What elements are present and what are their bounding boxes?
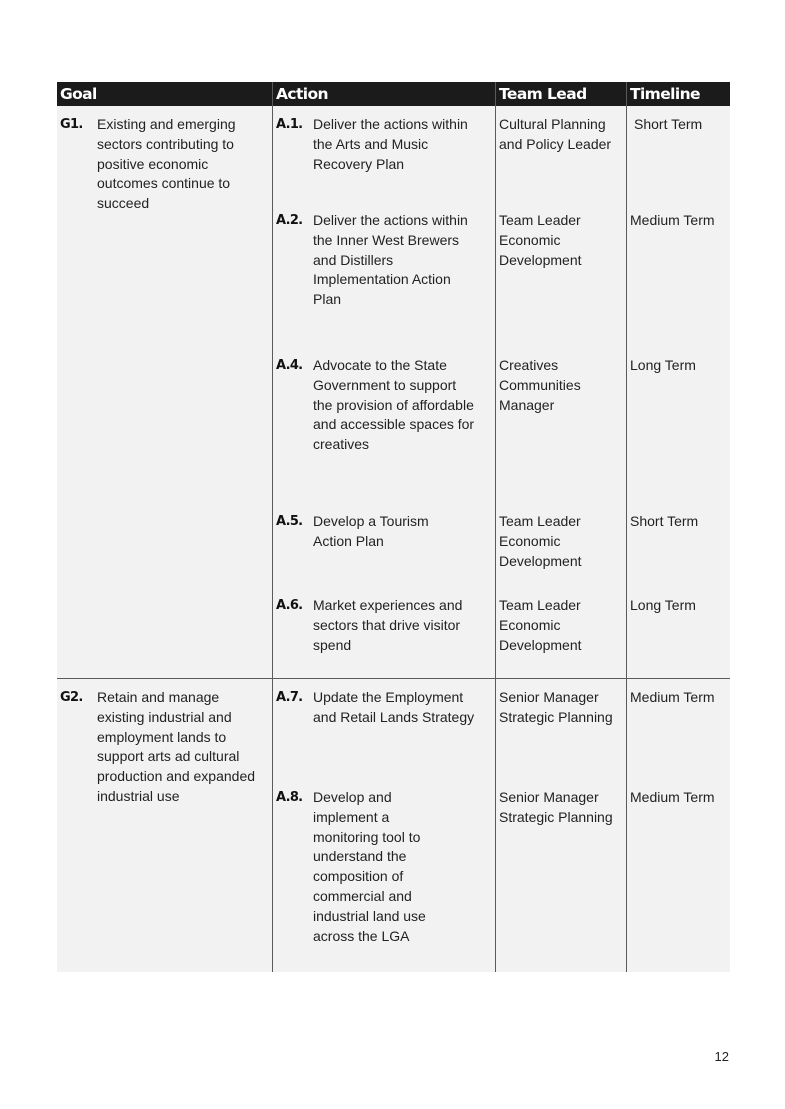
team-lead: Senior Manager Strategic Planning (499, 689, 613, 725)
action-text: Deliver the actions within the Arts and Music Recovery Plan (313, 116, 468, 172)
goal-id: G1. (60, 117, 83, 132)
action-id: A.2. (276, 213, 303, 228)
action-text: Deliver the actions within the Inner West Brewers and Distillers Implementation Action Plan (313, 212, 468, 308)
action-text: Advocate to the State Government to support the provision of affordable and accessible spaces for creatives (313, 357, 475, 453)
action-id: A.4. (276, 358, 303, 373)
timeline: Short Term (630, 513, 699, 529)
timeline: Medium Term (630, 789, 715, 805)
team-lead: Cultural Planning and Policy Leader (499, 116, 612, 152)
goal-text: Existing and emerging sectors contributing to positive economic outcomes continue to succeed (97, 116, 236, 212)
team-lead: Team Leader Economic Development (499, 597, 582, 653)
goal-id: G2. (60, 690, 83, 705)
action-id: A.1. (276, 117, 303, 132)
action-id: A.8. (276, 790, 303, 805)
header-action: Action (273, 82, 495, 106)
action-text: Develop a Tourism Action Plan (313, 513, 429, 549)
header-team-lead: Team Lead (496, 82, 626, 106)
action-text: Update the Employment and Retail Lands Strategy (313, 689, 475, 725)
timeline: Medium Term (630, 212, 715, 228)
action-id: A.5. (276, 514, 303, 529)
action-text: Develop and implement a monitoring tool to understand the composition of commercial and industrial land use across the LGA (313, 789, 426, 944)
action-id: A.7. (276, 690, 303, 705)
team-lead: Team Leader Economic Development (499, 212, 582, 268)
timeline: Short Term (634, 116, 703, 132)
action-id: A.6. (276, 598, 303, 613)
team-lead: Team Leader Economic Development (499, 513, 582, 569)
header-goal: Goal (57, 82, 272, 106)
timeline: Long Term (630, 597, 696, 613)
timeline: Long Term (630, 357, 696, 373)
goal-text: Retain and manage existing industrial and employment lands to support arts ad cultural production and expanded industrial use (97, 689, 256, 804)
page-number: 12 (714, 1049, 729, 1064)
action-plan-table (57, 82, 730, 972)
team-lead: Creatives Communities Manager (499, 357, 581, 413)
team-lead: Senior Manager Strategic Planning (499, 789, 613, 825)
header-timeline: Timeline (627, 82, 730, 106)
action-text: Market experiences and sectors that drive visitor spend (313, 597, 463, 653)
timeline: Medium Term (630, 689, 715, 705)
